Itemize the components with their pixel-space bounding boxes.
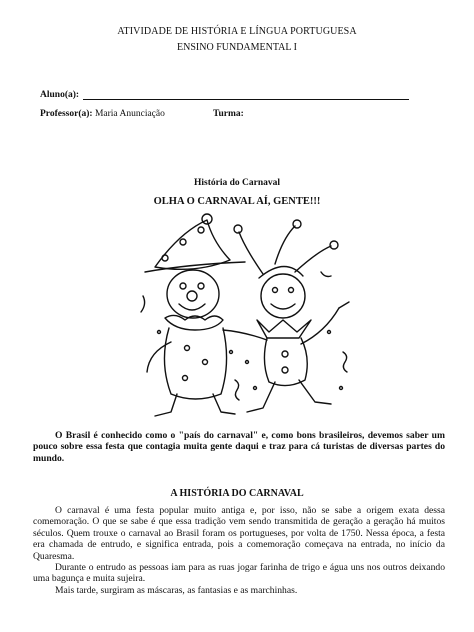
page-title: OLHA O CARNAVAL AÍ, GENTE!!! <box>153 196 321 207</box>
carnival-illustration <box>135 212 355 420</box>
intro-paragraph: O Brasil é conhecido como o "país do carnaval" e, como bons brasileiros, devemos saber um pouco sobre essa festa que contagia muita gente daqui e traz para cá turistas de diversas partes do mundo. <box>33 430 445 464</box>
paragraph: Mais tarde, surgiram as máscaras, as fantasias e as marchinhas. <box>55 584 298 596</box>
article-body <box>33 505 445 596</box>
aluno-name-line[interactable] <box>83 99 409 100</box>
paragraph: O carnaval é uma festa popular muito antiga e, por isso, não se sabe a origem exata dessa comemoração. O que se sabe é que essa tradição vem sendo transmitida de geração a geração há muitos séculos. Quem trouxe o carnaval ao Brasil foram os portugueses, por volta de 1750. Nessa época, a festa era chamada de entrudo, e significa entrada, pois a comemoração começava na entrada, no início da Quaresma. <box>33 505 445 562</box>
paragraph: Durante o entrudo as pessoas iam para as ruas jogar farinha de trigo e água uns nos outros deixando uma bagunça e muita sujeira. <box>33 562 445 585</box>
aluno-label: Aluno(a): <box>40 90 80 100</box>
section-heading: História do Carnaval <box>193 178 281 188</box>
professor-label: Professor(a): <box>40 109 93 119</box>
turma-label: Turma: <box>213 109 244 119</box>
header-title: ATIVIDADE DE HISTÓRIA E LÍNGUA PORTUGUESA <box>117 26 357 37</box>
section-title: A HISTÓRIA DO CARNAVAL <box>170 488 304 499</box>
header-subtitle: ENSINO FUNDAMENTAL I <box>177 42 297 53</box>
professor-value: Maria Anunciação <box>94 109 165 119</box>
professor-row <box>40 109 165 119</box>
